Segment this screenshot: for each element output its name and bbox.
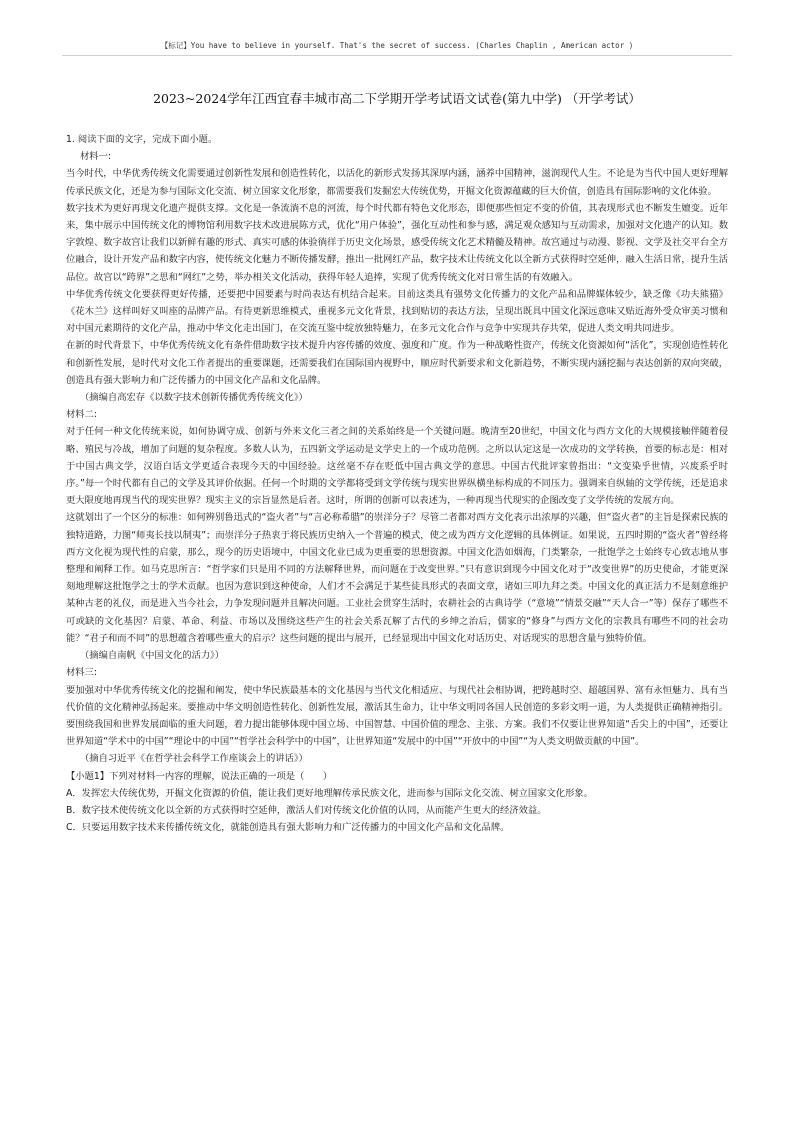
material1-paragraph: 在新的时代背景下，中华优秀传统文化有条件借助数字技术提升内容传播的效度、强度和广度。作为一种战略性资产，传统文化资源如何“活化”，实现创造性转化和创新性发展，是时代对文化工作者提出的重要课题，还需要我们在国际国内视野中，顺应时代新要求和文化新趋势，不断实现内涵挖掘与表达创新的双向突破，创造具有强大影响力和广泛传播力的中国文化产品和文化品牌。 bbox=[66, 340, 728, 386]
material1-paragraph: 当今时代，中华优秀传统文化需要通过创新性发展和创造性转化，以活化的新形式发扬其深厚内涵，涵养中国精神，滋润现代人生。不论是为当代中国人更好理解传承民族文化，还是为参与国际文化交流、树立国家文化形象，都需要我们发掘宏大传统优势，开掘文化资源蕴藏的巨大价值，创造具有国际影响的文化体验。 bbox=[66, 168, 728, 197]
option-a: A．发挥宏大传统优势，开掘文化资源的价值，能让我们更好地理解传承民族文化，进而参与国际文化交流、树立国家文化形象。 bbox=[66, 787, 593, 799]
material2-paragraph: 对于任何一种文化传统来说，如何协调守成、创新与外来文化三者之间的关系始终是一个关键问题。晚清至20世纪，中国文化与西方文化的大规模接触伴随着侵略、殖民与冷战，增加了问题的复杂程度。多数人认为，五四新文学运动是文学史上的一个成功范例。之所以认定这是一次成功的文学转换，首要的标志是：相对于中国古典文学，汉语白话文学更适合表现今天的中国经验。这丝毫不存在贬低中国古典文学的意思。中国古代批评家曾指出：“文变染乎世情，兴废系乎时序。”每一个时代都有自己的文学及其评价依据。任何一个时期的文学都将受到文学传统与现实世界纵横坐标构成的不同压力。强调来自纵轴的文学传统，还是追求更大限度地再现当代的现实世界？现实主义的宗旨显然是后者。这时，所谓的创新可以表述为，一种再现当代现实的企图改变了文学传统的发展方向。 bbox=[66, 426, 728, 507]
question-stem: 1. 阅读下面的文字，完成下面小题。 bbox=[66, 134, 218, 145]
material2-label: 材料二: bbox=[66, 409, 98, 421]
header-motto: 【标记】You have to believe in yourself. That's the secret of success. (Charles Chaplin , American actor ) bbox=[160, 41, 634, 50]
header-divider bbox=[62, 55, 732, 56]
material3-source: （摘自习近平《在哲学社会科学工作座谈会上的讲话》） bbox=[80, 753, 308, 765]
option-c: C．只要运用数字技术来传播传统文化，就能创造具有强大影响力和广泛传播力的中国文化产品和文化品牌。 bbox=[66, 822, 510, 834]
subquestion-stem: 【小题1】下列对材料一内容的理解，说法正确的一项是（ ） bbox=[66, 770, 333, 782]
material1-label: 材料一: bbox=[80, 151, 112, 163]
material1-paragraph: 中华优秀传统文化要获得更好传播，还要把中国要素与时尚表达有机结合起来。目前这类具有强势文化传播力的文化产品和品牌媒体较少，缺乏像《功夫熊猫》《花木兰》这样叫好又叫座的品牌产品。有待更新思维模式，重视多元文化背景，找到贴切的表达方法，呈现出既具中国文化深远意味又贴近海外受众审美习惯和对中国元素期待的文化产品，推动中华文化走出国门，在交流互鉴中绽放独特魅力，在多元文化合作与竞争中实现共存共荣，促进人类文明共同进步。 bbox=[66, 288, 728, 335]
material1-source: （摘编自高宏存《以数字技术创新传播优秀传统文化》） bbox=[80, 392, 308, 404]
material3-paragraph: 要加强对中华优秀传统文化的挖掘和阐发，使中华民族最基本的文化基因与当代文化相适应、与现代社会相协调，把跨越时空、超越国界、富有永恒魅力、具有当代价值的文化精神弘扬起来。要推动中华文明创造性转化、创新性发展，激活其生命力，让中华文明同各国人民创造的多彩文明一道，为人类提供正确精神指引。要围绕我国和世界发展面临的重大问题，着力提出能够体现中国立场、中国智慧、中国价值的理念、主张、方案。我们不仅要让世界知道“舌尖上的中国”，还要让世界知道“学术中的中国”“理论中的中国”“哲学社会科学中的中国”，让世界知道“发展中的中国”“开放中的中国”“为人类文明做贡献的中国”。 bbox=[66, 684, 728, 748]
material2-paragraph: 这就划出了一个区分的标准：如何辨别鲁迅式的“盗火者”与“言必称希腊”的崇洋分子？尽管二者都对西方文化表示出浓厚的兴趣，但“盗火者”的主旨是探索民族的独特道路，力图“师夷长技以制夷”；而崇洋分子热衷于将民族历史纳入一个普遍的模式，使之成为西方文化逻辑的具体例证。如果说，五四时期的“盗火者”曾经将西方文化视为现代性的启蒙，那么，现今的历史语境中，中国文化业已成为更重要的思想资源。中国文化浩如烟海，门类繁杂，一批饱学之士始终专心致志地从事整理和阐释工作。如马克思所言：“哲学家们只是用不同的方法解释世界，而问题在于改变世界。”只有意识到现今中国文化对于“改变世界”的历史使命，才能更深刻地理解这批饱学之士的学术贡献。也因为意识到这种使命，人们才不会满足于某些徒具形式的表面文章，诸如三叩九拜之类。中国文化的真正活力不是刻意维护某种古老的礼仪，而是进入当今社会，力争发现问题并且解决问题。工业社会贯穿生活时，农耕社会的古典诗学（“意境”“情景交融”“天人合一”等）保存了哪些不可或缺的文化基因？启蒙、革命、利益、市场以及围绕这些产生的社会关系瓦解了古代的乡绅之治后，儒家的“修身”与西方文化的宗教具有哪些不同的社会功能？“君子和而不同”的思想蕴含着哪些重大的启示？这些问题的提出与展开，已经显现出中国文化对话历史、对话现实的思想含量与独特价值。 bbox=[66, 512, 728, 644]
material1-paragraph: 数字技术为更好再现文化遗产提供支撑。文化是一条流淌不息的河流，每个时代都有特色文化形态，即便那些恒定不变的价值，其表现形式也不断发生嬗变。近年来，集中展示中国传统文化的博物馆利用数字技术改进展陈方式，优化“用户体验”，强化互动性和参与感，满足观众感知与互动需求，加强对文化遗产的认知。数字敦煌、数字故宫让我们以新鲜有趣的形式、真实可感的体验徜徉于历史文化场景，感受传统文化艺术精髓及精神。故宫通过与动漫、影视、文学及社交平台全方位融合，设计开发产品和数字内容，使传统文化魅力不断传播发酵，推出一批网红产品，数字技术让传统文化以全新方式获得时空延伸，融入生活日常，提升生活品位。故宫以“跨界”之思和“网红”之势，举办相关文化活动，获得年轻人追捧，实现了优秀传统文化对日常生活的有效融入。 bbox=[66, 202, 728, 283]
material2-source: （摘编自南帆《中国文化的活力》） bbox=[80, 650, 225, 662]
document-body bbox=[66, 131, 728, 836]
option-b: B．数字技术使传统文化以全新的方式获得时空延伸，激活人们对传统文化价值的认同，从而能产生更大的经济效益。 bbox=[66, 804, 547, 816]
page-title: 2023~2024学年江西宜春丰城市高二下学期开学考试语文试卷(第九中学) （开学考试） bbox=[153, 91, 641, 106]
material3-label: 材料三: bbox=[66, 667, 98, 679]
